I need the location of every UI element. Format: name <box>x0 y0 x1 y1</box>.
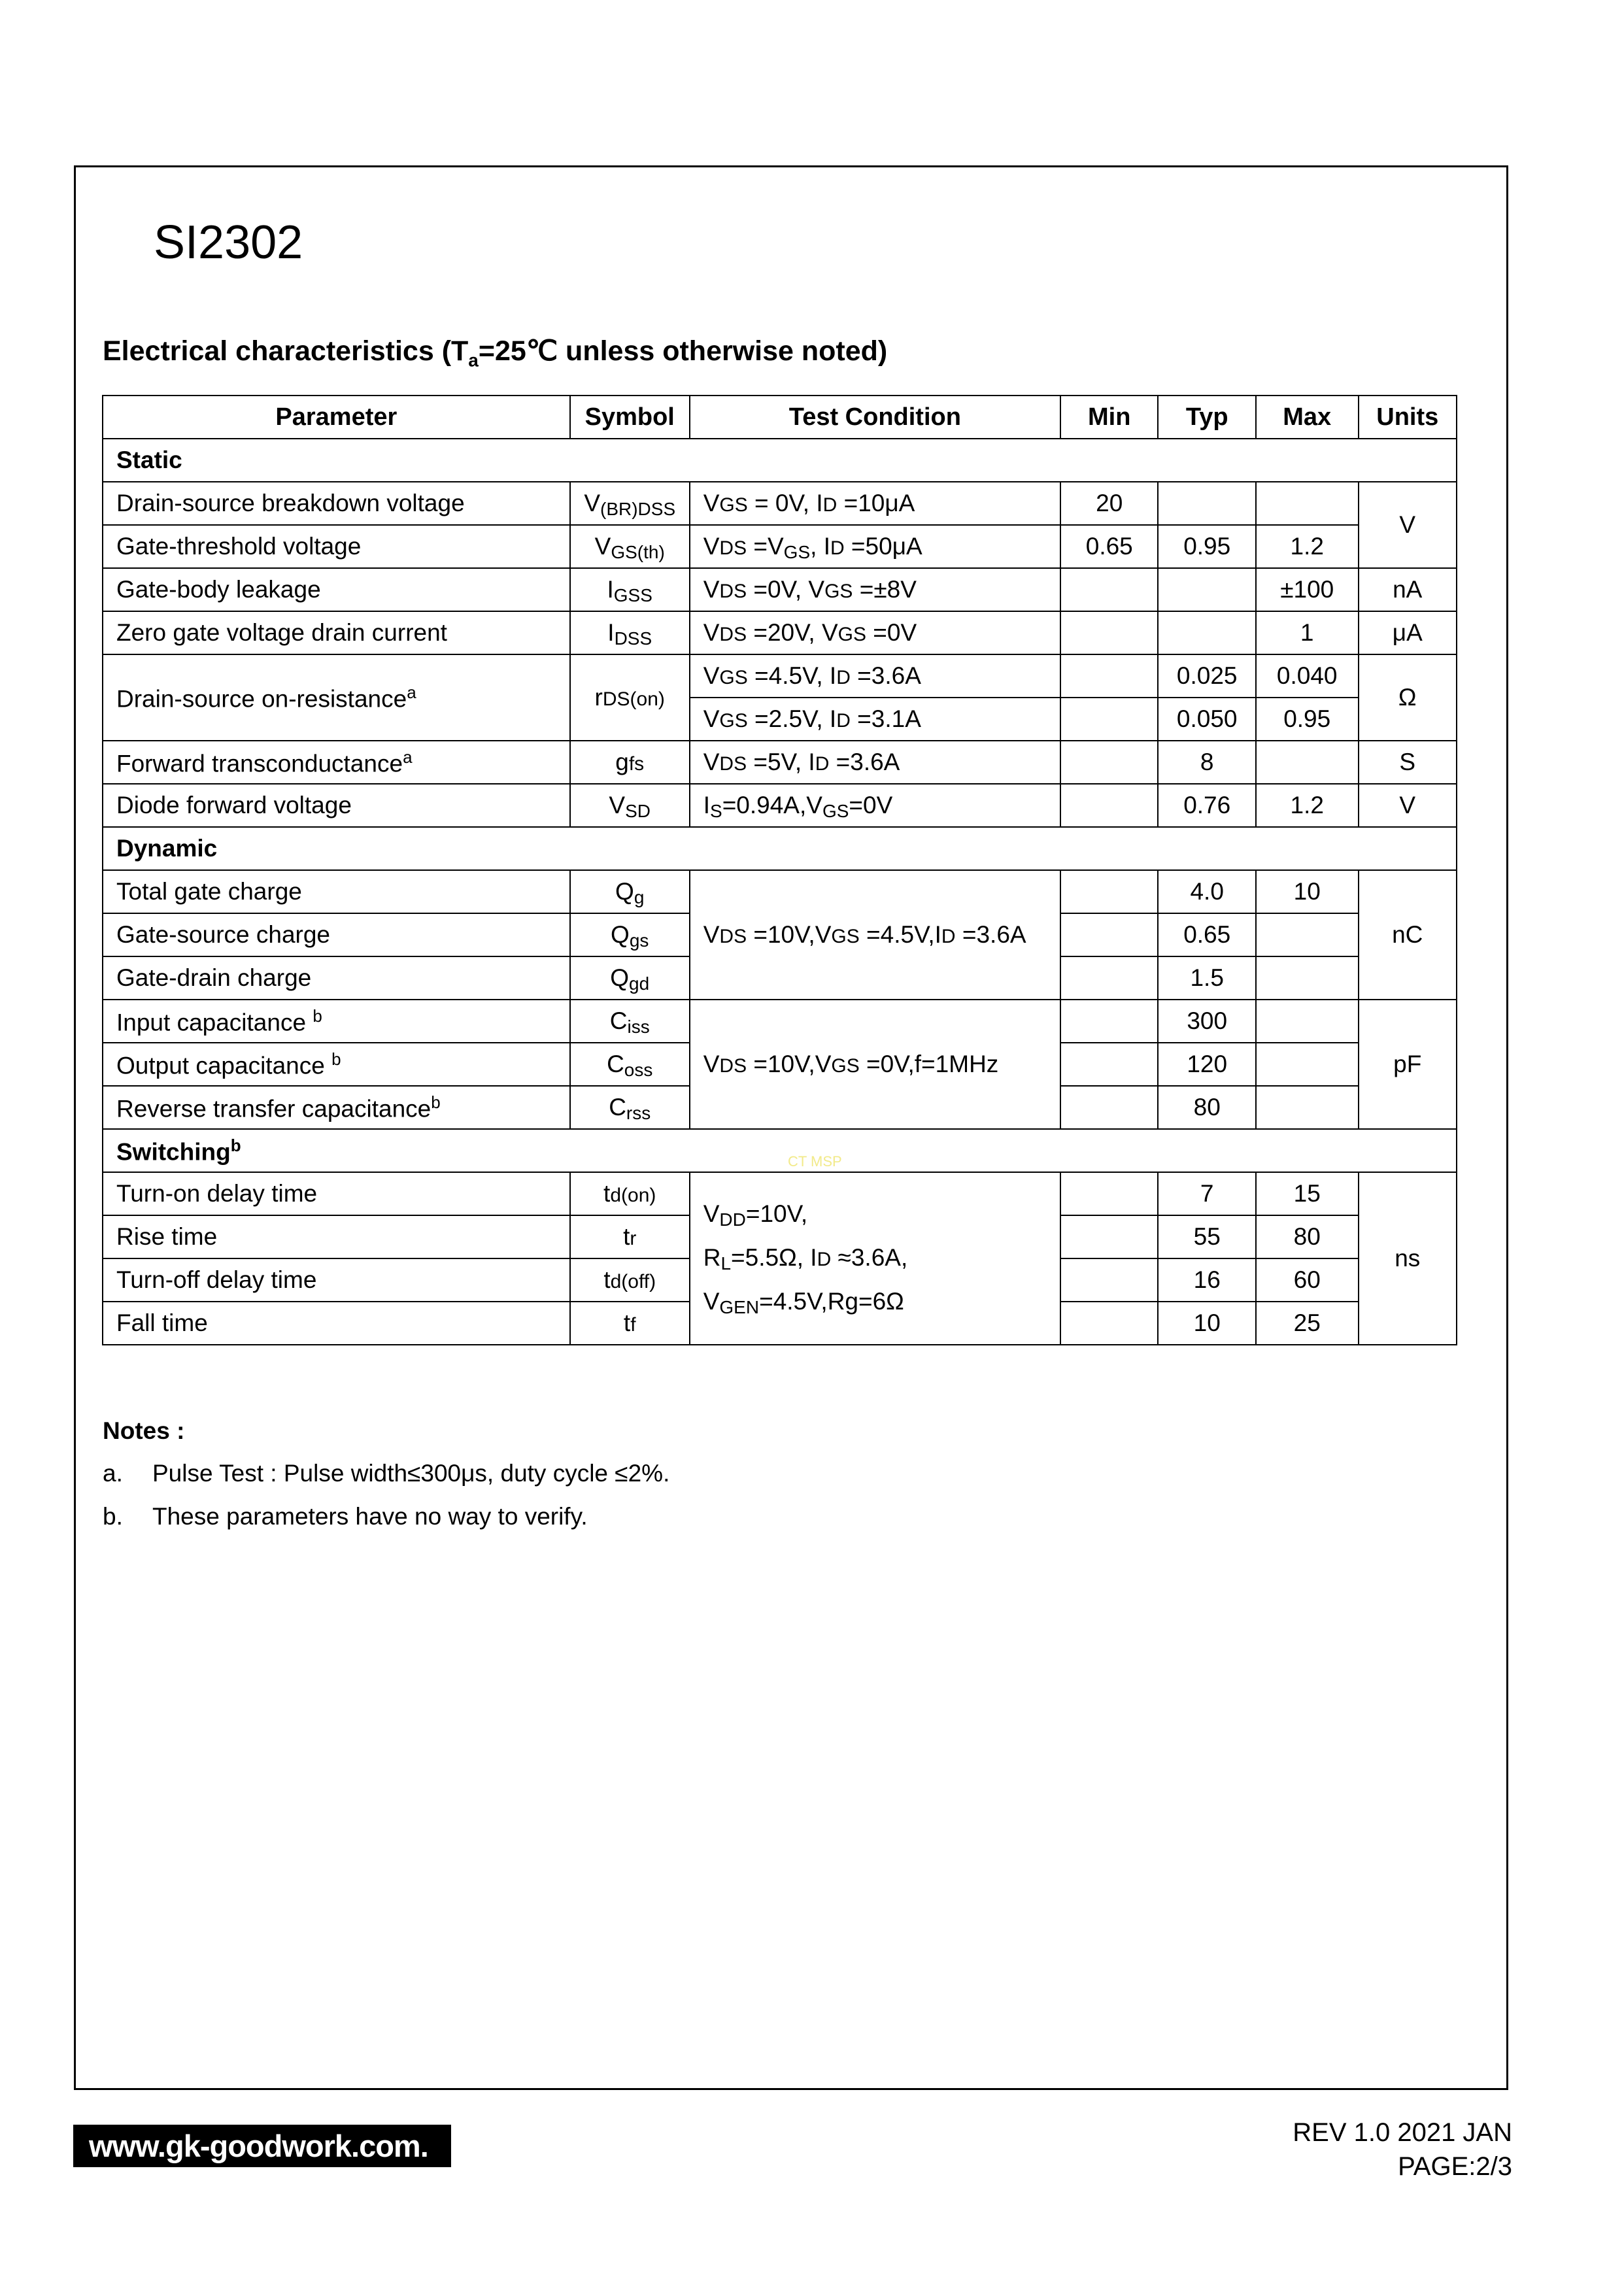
col-parameter: Parameter <box>103 396 570 439</box>
part-number: SI2302 <box>154 216 303 269</box>
col-typ: Typ <box>1158 396 1255 439</box>
col-min: Min <box>1060 396 1158 439</box>
watermark: CT MSP <box>788 1153 842 1170</box>
section-static: Static <box>103 439 1457 482</box>
col-max: Max <box>1256 396 1359 439</box>
table-row: Forward transconductance$^a$ gfs VDS =5V, ID =3.6A 8 S <box>103 741 1457 784</box>
table-row: VGS =2.5V, ID =3.1A 0.050 0.95 <box>103 698 1457 741</box>
table-row: Gate-threshold voltage VGS(th) VDS =VGS, ID =50μA 0.65 0.95 1.2 <box>103 525 1457 568</box>
table-row: Turn-on delay time td(on) VDD=10V, RL=5.5Ω, ID ≈3.6A, VGEN=4.5V,Rg=6Ω 7 15 ns <box>103 1172 1457 1215</box>
table-row: Zero gate voltage drain current IDSS VDS =20V, VGS =0V 1 μA <box>103 611 1457 654</box>
col-units: Units <box>1359 396 1457 439</box>
col-symbol: Symbol <box>570 396 690 439</box>
note-a: a. Pulse Test : Pulse width≤300μs, duty cycle ≤2%. <box>103 1460 670 1487</box>
table-row: Output capacitance $^b$ Coss 120 <box>103 1043 1457 1086</box>
section-heading: Electrical characteristics ($T_a=25℃$ unless otherwise noted) <box>103 335 888 371</box>
table-header-row <box>103 396 1457 439</box>
electrical-characteristics-table <box>102 395 1457 1345</box>
table-row: Drain-source breakdown voltage V(BR)DSS VGS = 0V, ID =10μA 20 V <box>103 482 1457 525</box>
table-row: Drain-source on-resistance$^a$ rDS(on) VGS =4.5V, ID =3.6A 0.025 0.040 Ω <box>103 654 1457 698</box>
website-logo: www.gk-goodwork.com. <box>73 2125 451 2167</box>
table-row: Input capacitance $^b$ Ciss VDS =10V,VGS =0V,f=1MHz 300 pF <box>103 1000 1457 1043</box>
notes-title: Notes : <box>103 1417 185 1444</box>
table-row: Diode forward voltage VSD IS=0.94A,VGS=0V 0.76 1.2 V <box>103 784 1457 827</box>
table-row: Gate-body leakage IGSS VDS =0V, VGS =±8V ±100 nA <box>103 568 1457 611</box>
page-number: PAGE:2/3 <box>1398 2152 1512 2181</box>
table-row: Total gate charge Qg VDS =10V,VGS =4.5V,ID =3.6A 4.0 10 nC <box>103 870 1457 913</box>
table-row: Fall time tf 10 25 <box>103 1302 1457 1345</box>
section-switching: Switching$^b$ <box>103 1129 1457 1172</box>
revision-info <box>1293 2116 1512 2184</box>
table-row: Turn-off delay time td(off) 16 60 <box>103 1258 1457 1302</box>
note-b: b. These parameters have no way to verify. <box>103 1503 588 1530</box>
table-row: Reverse transfer capacitance$^b$ Crss 80 <box>103 1086 1457 1129</box>
table-row: Gate-source charge Qgs 0.65 <box>103 913 1457 956</box>
table-row: Gate-drain charge Qgd 1.5 <box>103 956 1457 1000</box>
section-dynamic: Dynamic <box>103 827 1457 870</box>
table-row: Rise time tr 55 80 <box>103 1215 1457 1258</box>
col-test-condition: Test Condition <box>690 396 1060 439</box>
revision-text: REV 1.0 2021 JAN <box>1293 2118 1512 2147</box>
